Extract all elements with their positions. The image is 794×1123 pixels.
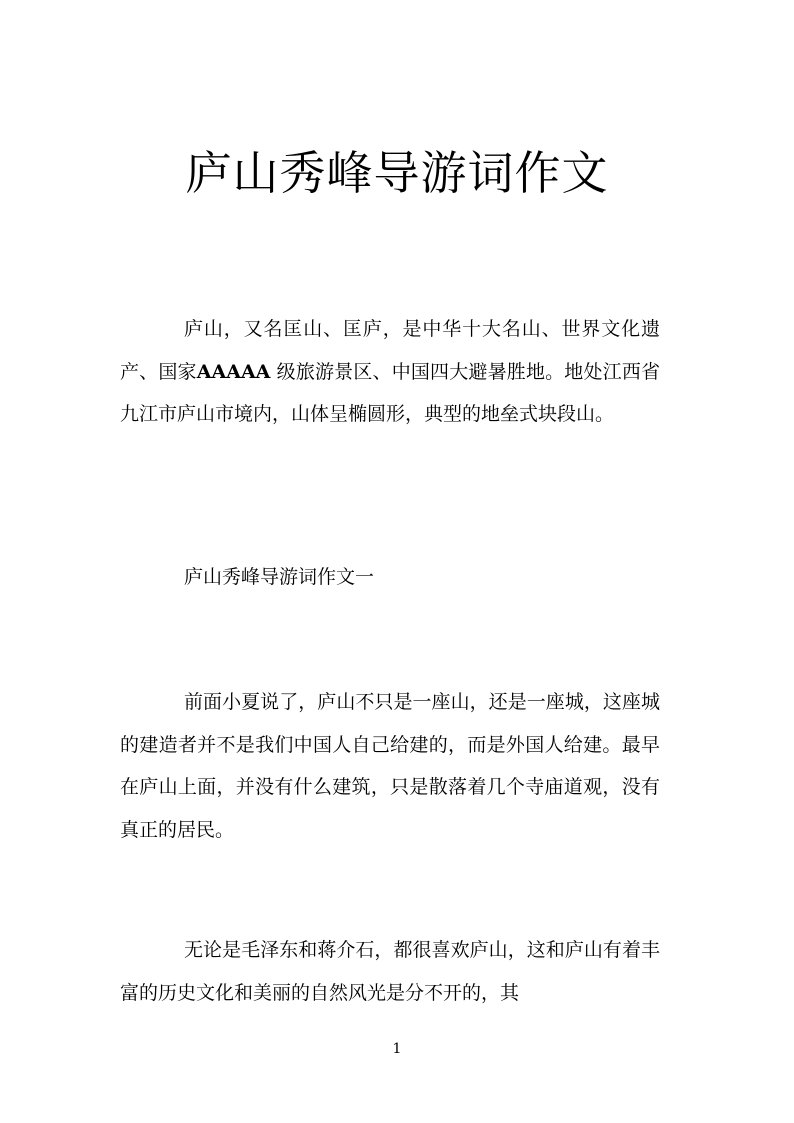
- body-paragraph: 无论是毛泽东和蒋介石，都很喜欢庐山，这和庐山有着丰富的历史文化和美丽的自然风光是分不开的，其: [120, 939, 660, 1004]
- document-title: 庐山秀峰导游词作文: [185, 146, 609, 200]
- rating-text: AAAAA: [196, 360, 271, 383]
- intro-text-start: 庐山，又名匡山、匡庐，是中华十大名山、世界文化遗产、国家: [120, 318, 660, 383]
- intro-text-end: 级旅游景区、中国四大避暑胜地。地处江西省九江市庐山市境内，山体呈椭圆形，典型的地垒式块段山。: [120, 360, 660, 425]
- section-heading: 庐山秀峰导游词作文一: [184, 566, 375, 588]
- intro-paragraph: [120, 308, 660, 436]
- body-paragraph: 前面小夏说了，庐山不只是一座山，还是一座城，这座城的建造者并不是我们中国人自己给建的，而是外国人给建。最早在庐山上面，并没有什么建筑，只是散落着几个寺庙道观，没有真正的居民。: [120, 691, 660, 841]
- page-number: 1: [392, 1041, 402, 1057]
